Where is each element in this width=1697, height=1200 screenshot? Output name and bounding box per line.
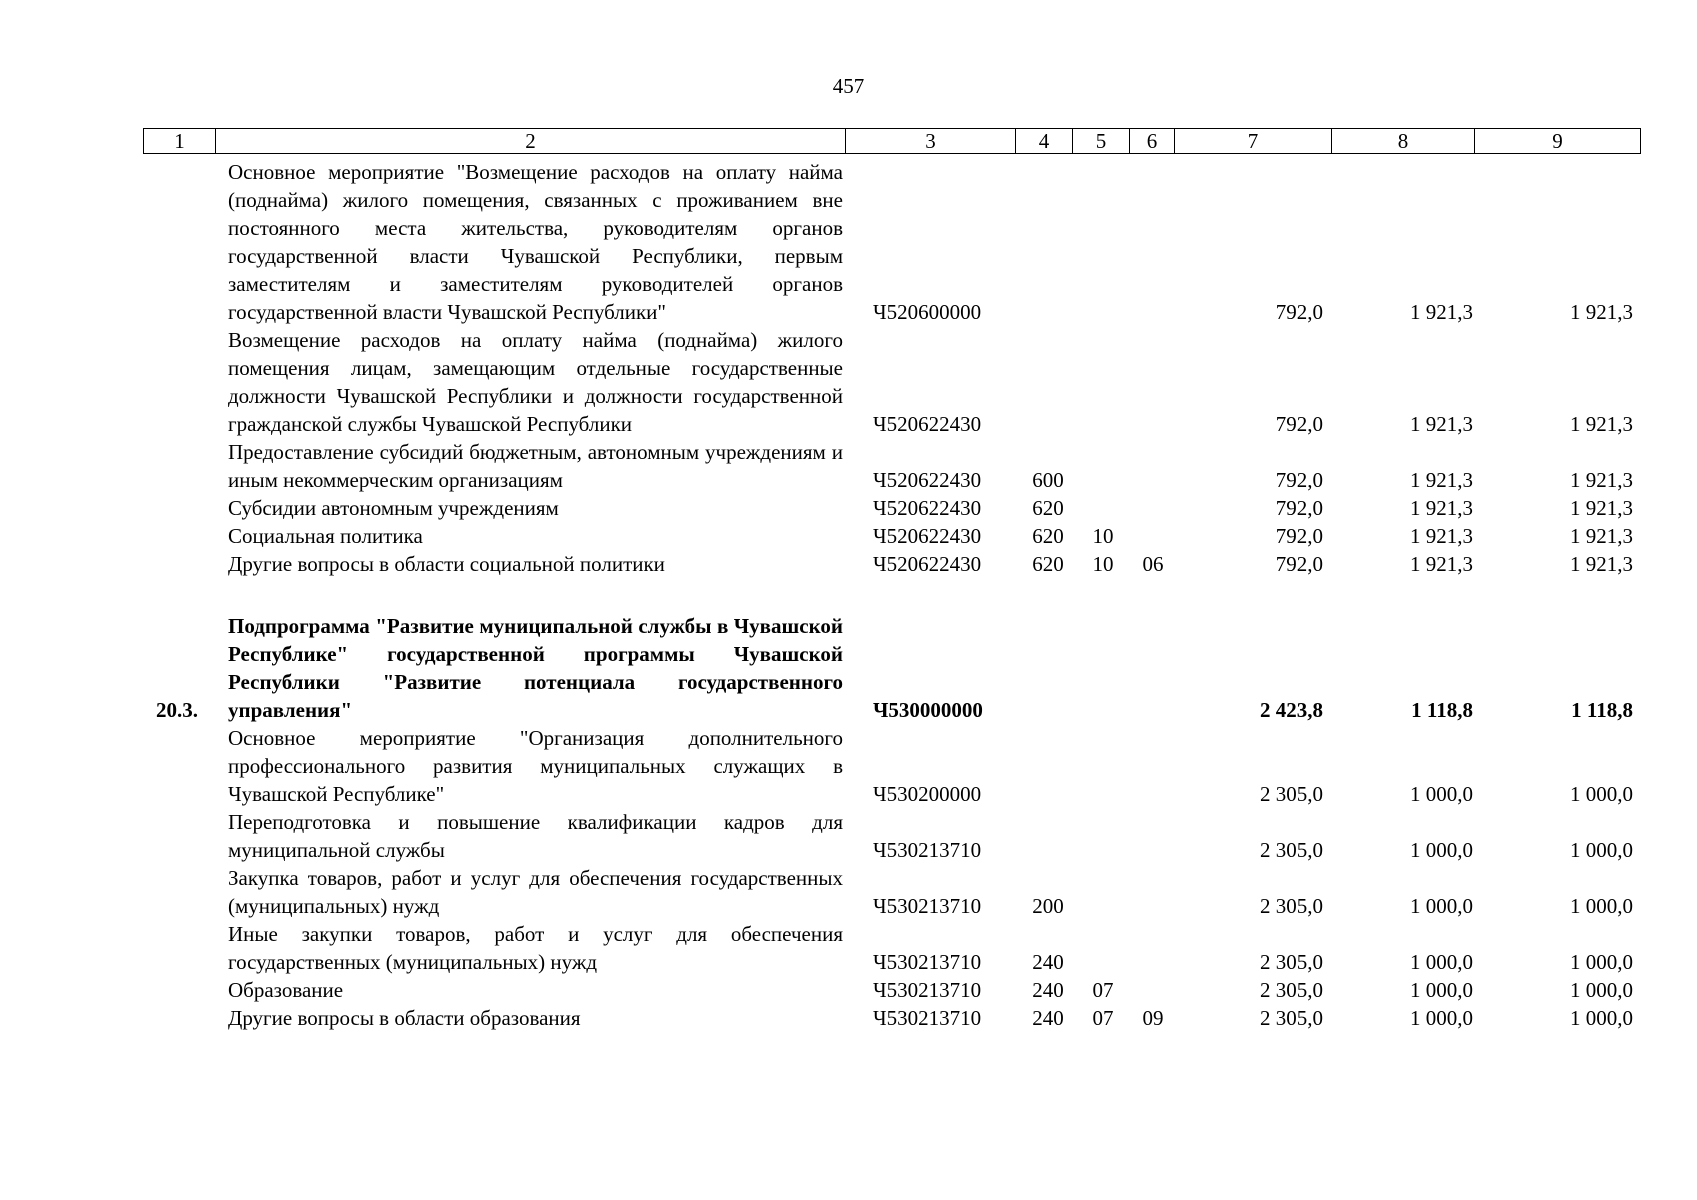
row-col-4: 240 xyxy=(1032,1006,1064,1030)
row-col-7: 2 423,8 xyxy=(1260,698,1323,722)
row-col-6: 06 xyxy=(1142,552,1164,576)
row-col-8: 1 921,3 xyxy=(1410,552,1473,576)
row-name: Иные закупки товаров, работ и услуг для обеспечения государственных (муниципальных) нужд xyxy=(228,922,843,974)
header-col-6: 6 xyxy=(1130,129,1175,153)
row-col-8: 1 118,8 xyxy=(1411,698,1473,722)
row-name: Социальная политика xyxy=(228,524,423,548)
row-col-4: 620 xyxy=(1032,552,1064,576)
row-col-7: 792,0 xyxy=(1275,300,1323,324)
row-col-9: 1 000,0 xyxy=(1570,782,1633,806)
row-code: Ч530213710 xyxy=(873,894,982,918)
row-code: Ч520622430 xyxy=(873,412,982,436)
page-number: 457 xyxy=(832,74,865,98)
row-name: Основное мероприятие "Возмещение расходов на оплату найма (поднайма) жилого помещения, связанных с проживанием вне постоянного места жительства, руководителям органов государственной власти Чувашской Республики, первым заместителям и заместителям руководителей органов государственной власти Чувашской Республики" xyxy=(228,160,843,324)
row-code: Ч520622430 xyxy=(873,552,982,576)
row-col-9: 1 000,0 xyxy=(1570,838,1633,862)
row-col-7: 2 305,0 xyxy=(1260,978,1323,1002)
row-name: Субсидии автономным учреждениям xyxy=(228,496,559,520)
row-code: Ч520622430 xyxy=(873,496,982,520)
row-col-7: 2 305,0 xyxy=(1260,1006,1323,1030)
header-col-1: 1 xyxy=(144,129,216,153)
row-col-5: 07 xyxy=(1092,978,1114,1002)
table-header xyxy=(143,128,1641,154)
row-name: Предоставление субсидий бюджетным, автономным учреждениям и иным некоммерческим организациям xyxy=(228,440,843,492)
row-col-4: 240 xyxy=(1032,978,1064,1002)
row-code: Ч520622430 xyxy=(873,524,982,548)
row-name: Образование xyxy=(228,978,344,1002)
table-row xyxy=(143,920,1641,976)
row-code: Ч520600000 xyxy=(873,300,982,324)
header-col-9: 9 xyxy=(1552,129,1563,153)
row-col-6: 09 xyxy=(1142,1006,1164,1030)
row-col-4: 200 xyxy=(1032,894,1064,918)
header-col-3: 3 xyxy=(846,129,1016,153)
header-col-8: 8 xyxy=(1332,129,1475,153)
row-col-8: 1 921,3 xyxy=(1410,496,1473,520)
table-row xyxy=(143,724,1641,808)
header-col-5: 5 xyxy=(1073,129,1130,153)
row-col-9: 1 921,3 xyxy=(1570,300,1633,324)
rows-group-b xyxy=(143,612,1641,1032)
row-name: Основное мероприятие "Организация дополнительного профессионального развития муниципальных служащих в Чувашской Республике" xyxy=(228,726,843,806)
row-col-9: 1 118,8 xyxy=(1571,698,1633,722)
row-col-9: 1 921,3 xyxy=(1570,468,1633,492)
row-name: Другие вопросы в области социальной политики xyxy=(228,552,665,576)
table-row xyxy=(143,438,1641,494)
row-col-8: 1 000,0 xyxy=(1410,950,1473,974)
row-code: Ч530213710 xyxy=(873,838,982,862)
row-code: Ч530000000 xyxy=(873,698,983,722)
row-col-8: 1 000,0 xyxy=(1410,782,1473,806)
row-name: Возмещение расходов на оплату найма (поднайма) жилого помещения лицам, замещающим отдельные государственные должности Чувашской Республики и должности государственной гражданской службы Чувашской Республики xyxy=(228,328,843,436)
header-col-4: 4 xyxy=(1016,129,1073,153)
table-row xyxy=(143,522,1641,550)
row-col-8: 1 000,0 xyxy=(1410,894,1473,918)
row-col-7: 2 305,0 xyxy=(1260,894,1323,918)
row-name: Закупка товаров, работ и услуг для обеспечения государственных (муниципальных) нужд xyxy=(228,866,843,918)
table-row xyxy=(143,550,1641,578)
row-col-9: 1 000,0 xyxy=(1570,950,1633,974)
row-col-8: 1 000,0 xyxy=(1410,978,1473,1002)
row-col-7: 2 305,0 xyxy=(1260,838,1323,862)
table-row xyxy=(143,1004,1641,1032)
row-col-7: 792,0 xyxy=(1275,552,1323,576)
row-col-7: 2 305,0 xyxy=(1260,950,1323,974)
row-code: Ч530213710 xyxy=(873,950,982,974)
table-row xyxy=(143,612,1641,724)
row-col-7: 2 305,0 xyxy=(1260,782,1323,806)
row-col-8: 1 921,3 xyxy=(1410,300,1473,324)
row-col-4: 620 xyxy=(1032,496,1064,520)
row-code: Ч530200000 xyxy=(873,782,982,806)
table-row xyxy=(143,326,1641,438)
row-col-8: 1 000,0 xyxy=(1410,838,1473,862)
row-name: Подпрограмма "Развитие муниципальной службы в Чувашской Республике" государственной программы Чувашской Республики "Развитие потенциала государственного управления" xyxy=(228,614,843,722)
row-col-8: 1 921,3 xyxy=(1410,524,1473,548)
row-col-9: 1 921,3 xyxy=(1570,496,1633,520)
row-col-7: 792,0 xyxy=(1275,468,1323,492)
row-col-7: 792,0 xyxy=(1275,412,1323,436)
row-col-9: 1 000,0 xyxy=(1570,1006,1633,1030)
row-col-9: 1 000,0 xyxy=(1570,894,1633,918)
table-row xyxy=(143,494,1641,522)
row-code: Ч530213710 xyxy=(873,978,982,1002)
row-col-9: 1 921,3 xyxy=(1570,412,1633,436)
row-col-9: 1 921,3 xyxy=(1570,524,1633,548)
row-number: 20.3. xyxy=(156,698,198,722)
rows-group-a xyxy=(143,158,1641,578)
row-name: Другие вопросы в области образования xyxy=(228,1006,581,1030)
row-col-5: 07 xyxy=(1092,1006,1114,1030)
table-row xyxy=(143,864,1641,920)
table-row xyxy=(143,808,1641,864)
header-col-7: 7 xyxy=(1175,129,1332,153)
row-name: Переподготовка и повышение квалификации кадров для муниципальной службы xyxy=(228,810,843,862)
row-col-4: 620 xyxy=(1032,524,1064,548)
table-body xyxy=(143,158,1641,1032)
table-row xyxy=(143,976,1641,1004)
spacer xyxy=(143,578,1641,612)
row-code: Ч530213710 xyxy=(873,1006,982,1030)
row-col-4: 600 xyxy=(1032,468,1064,492)
row-col-8: 1 000,0 xyxy=(1410,1006,1473,1030)
row-col-9: 1 000,0 xyxy=(1570,978,1633,1002)
row-col-7: 792,0 xyxy=(1275,524,1323,548)
row-code: Ч520622430 xyxy=(873,468,982,492)
row-col-4: 240 xyxy=(1032,950,1064,974)
row-col-9: 1 921,3 xyxy=(1570,552,1633,576)
row-col-8: 1 921,3 xyxy=(1410,468,1473,492)
table-row xyxy=(143,158,1641,326)
row-col-7: 792,0 xyxy=(1275,496,1323,520)
header-col-2: 2 xyxy=(216,129,846,153)
row-col-5: 10 xyxy=(1092,524,1114,548)
row-col-5: 10 xyxy=(1092,552,1114,576)
row-col-8: 1 921,3 xyxy=(1410,412,1473,436)
